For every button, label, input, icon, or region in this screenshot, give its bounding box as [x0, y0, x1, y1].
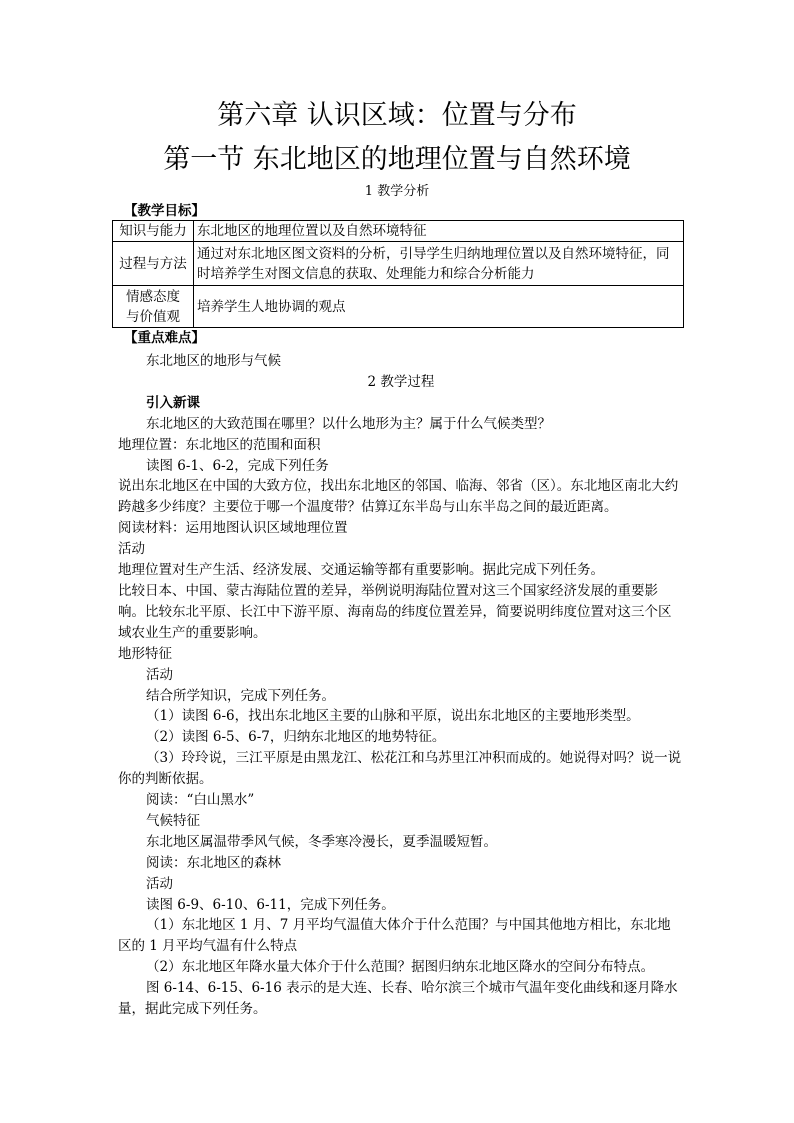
intro-heading: 引入新课	[146, 394, 200, 411]
paragraph: 结合所学知识，完成下列任务。	[146, 687, 335, 704]
paragraph: 地理位置：东北地区的范围和面积	[118, 436, 321, 453]
table-row	[113, 286, 684, 328]
paragraph: 读图 6-1、6-2，完成下列任务	[146, 457, 329, 474]
paragraph: 阅读：东北地区的森林	[146, 854, 281, 871]
teaching-goals-table	[112, 220, 684, 328]
table-row	[113, 221, 684, 242]
document-body	[118, 351, 684, 1020]
paragraph: （2）读图 6-5、6-7，归纳东北地区的地势特征。	[146, 729, 446, 746]
paragraph: 阅读材料：运用地图认识区域地理位置	[118, 520, 348, 537]
goal-label: 过程与方法	[113, 242, 194, 286]
paragraph: 活动	[146, 875, 173, 892]
key-content: 东北地区的地形与气候	[146, 353, 281, 369]
part1-heading: 1 教学分析	[364, 184, 430, 199]
goal-label-line1: 情感态度	[126, 288, 180, 305]
paragraph: （3）玲玲说，三江平原是由黑龙江、松花江和乌苏里江冲积而成的。她说得对吗？说一说你的判断依据。	[118, 750, 682, 788]
goal-label: 知识与能力	[113, 221, 194, 242]
goal-label	[113, 286, 194, 328]
paragraph: （1）东北地区 1 月、7 月平均气温值大体介于什么范围？与中国其他地方相比，东北地区的 1 月平均气温有什么特点	[118, 917, 671, 955]
paragraph: 气候特征	[146, 812, 200, 829]
paragraph: 地形特征	[118, 645, 172, 662]
part2-heading: 2 教学过程	[367, 373, 435, 390]
paragraph: 说出东北地区在中国的大致方位，找出东北地区的邻国、临海、邻省（区）。东北地区南北大约跨越多少纬度？主要位于哪一个温度带？估算辽东半岛与山东半岛之间的最近距离。	[118, 478, 679, 516]
key-heading: 【重点难点】	[124, 330, 205, 346]
goal-content: 培养学生人地协调的观点	[194, 286, 684, 328]
paragraph: 阅读：“白山黑水”	[146, 792, 255, 809]
paragraph: 东北地区属温带季风气候，冬季寒冷漫长，夏季温暖短暂。	[146, 833, 497, 850]
paragraph: 活动	[146, 666, 173, 683]
paragraph: （1）读图 6-6，找出东北地区主要的山脉和平原，说出东北地区的主要地形类型。	[146, 708, 640, 725]
goals-heading: 【教学目标】	[124, 203, 205, 219]
paragraph: 地理位置对生产生活、经济发展、交通运输等都有重要影响。据此完成下列任务。	[118, 562, 604, 579]
chapter-title: 第六章 认识区域：位置与分布	[217, 100, 577, 131]
table-row	[113, 242, 684, 286]
goal-content: 东北地区的地理位置以及自然环境特征	[194, 221, 684, 242]
goal-content: 通过对东北地区图文资料的分析，引导学生归纳地理位置以及自然环境特征，同时培养学生对图文信息的获取、处理能力和综合分析能力	[194, 242, 684, 286]
paragraph: 比较日本、中国、蒙古海陆位置的差异，举例说明海陆位置对这三个国家经济发展的重要影响。比较东北平原、长江中下游平原、海南岛的纬度位置差异，简要说明纬度位置对这三个区域农业生产的重要影响。	[118, 582, 672, 641]
goal-label-line2: 与价值观	[126, 308, 180, 325]
paragraph: （2）东北地区年降水量大体介于什么范围？据图归纳东北地区降水的空间分布特点。	[146, 959, 655, 976]
paragraph: 读图 6-9、6-10、6-11，完成下列任务。	[146, 896, 395, 913]
paragraph: 图 6-14、6-15、6-16 表示的是大连、长春、哈尔滨三个城市气温年变化曲线和逐月降水量，据此完成下列任务。	[118, 980, 678, 1018]
paragraph: 活动	[118, 541, 145, 558]
paragraph: 东北地区的大致范围在哪里？以什么地形为主？属于什么气候类型？	[146, 415, 551, 432]
section-title: 第一节 东北地区的地理位置与自然环境	[163, 144, 631, 175]
